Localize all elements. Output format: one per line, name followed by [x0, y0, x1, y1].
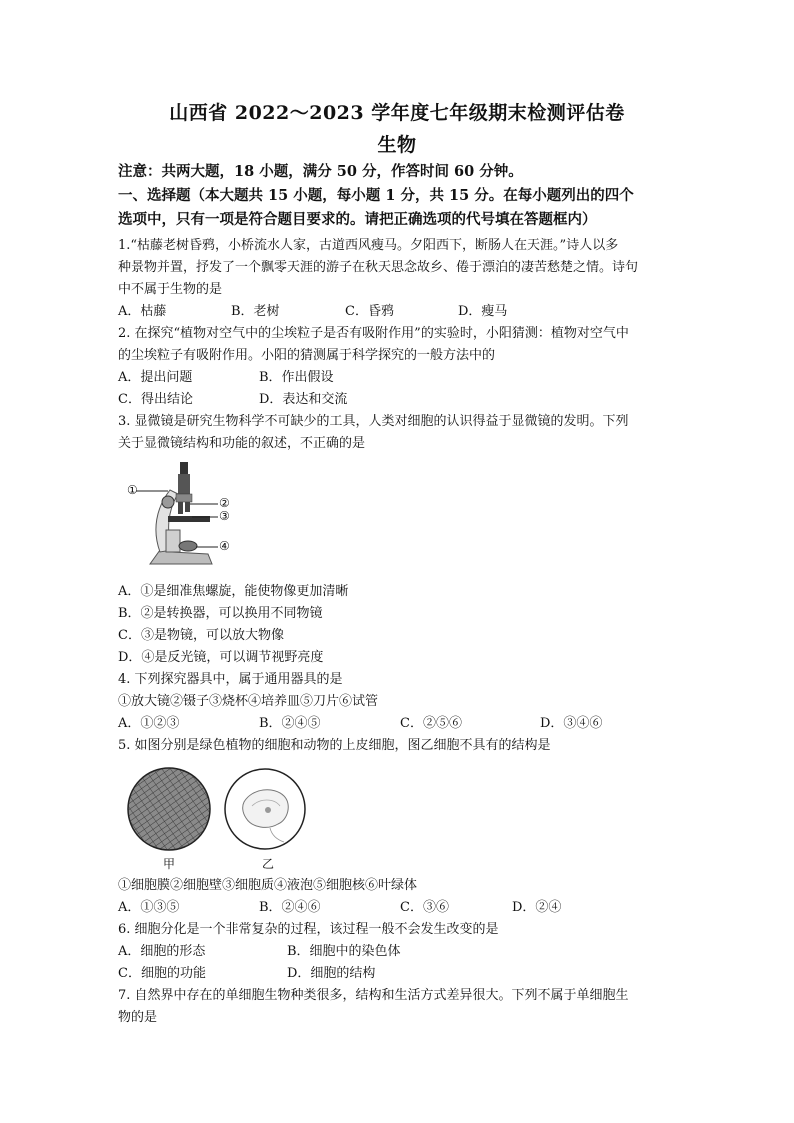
q1-stem-line2: 种景物并置，抒发了一个飘零天涯的游子在秋天思念故乡、倦于漂泊的凄苦愁楚之情。诗句: [118, 260, 639, 275]
plant-cell-image: [128, 768, 210, 850]
q7-stem-line2: 物的是: [118, 1010, 158, 1025]
notice: 注意：共两大题，18 小题，满分 50 分，作答时间 60 分钟。: [118, 163, 523, 180]
q6-option-a: A．细胞的形态: [118, 944, 206, 959]
microscope-label-4: ④: [219, 539, 230, 553]
q5-stem-line2: ①细胞膜②细胞壁③细胞质④液泡⑤细胞核⑥叶绿体: [118, 878, 418, 893]
q3-option-d: D．④是反光镜，可以调节视野亮度: [118, 650, 324, 665]
q1-option-b: B．老树: [231, 304, 280, 319]
microscope-illustration: [150, 462, 212, 564]
q5-option-c: C．③⑥: [400, 900, 449, 915]
microscope-label-3: ③: [219, 509, 230, 523]
q3-option-c: C．③是物镜，可以放大物像: [118, 628, 284, 643]
microscope-label-1: ①: [127, 483, 138, 497]
q2-option-b: B．作出假设: [259, 370, 334, 385]
section-heading-line2: 选项中，只有一项是符合题目要求的。请把正确选项的代号填在答题框内）: [118, 211, 597, 228]
q4-option-a: A．①②③: [118, 716, 180, 731]
q5-option-b: B．②④⑥: [259, 900, 321, 915]
q1-stem-line1: 1.“枯藤老树昏鸦，小桥流水人家，古道西风瘦马。夕阳西下，断肠人在天涯。”诗人以多: [118, 238, 619, 253]
q7-stem-line1: 7. 自然界中存在的单细胞生物种类很多，结构和生活方式差异很大。下列不属于单细胞生: [118, 988, 629, 1003]
q2-option-d: D．表达和交流: [259, 392, 348, 407]
q5-stem-line1: 5. 如图分别是绿色植物的细胞和动物的上皮细胞，图乙细胞不具有的结构是: [118, 738, 551, 753]
q6-option-b: B．细胞中的染色体: [287, 944, 401, 959]
q1-option-d: D．瘦马: [458, 304, 508, 319]
q5-option-d: D．②④: [512, 900, 562, 915]
q3-option-b: B．②是转换器，可以换用不同物镜: [118, 606, 323, 621]
q2-option-a: A．提出问题: [118, 370, 193, 385]
q1-stem-line3: 中不属于生物的是: [118, 282, 223, 297]
q2-option-c: C．得出结论: [118, 392, 193, 407]
q6-option-d: D．细胞的结构: [287, 966, 376, 981]
q4-option-c: C．②⑤⑥: [400, 716, 462, 731]
q2-stem-line1: 2. 在探究“植物对空气中的尘埃粒子是否有吸附作用”的实验时，小阳猜测：植物对空气中: [118, 326, 629, 341]
q3-option-a: A．①是细准焦螺旋，能使物像更加清晰: [118, 584, 349, 599]
q1-option-c: C．昏鸦: [345, 304, 394, 319]
q4-stem-line1: 4. 下列探究器具中，属于通用器具的是: [118, 672, 343, 687]
figure-label-jia: 甲: [163, 857, 176, 871]
q4-stem-line2: ①放大镜②镊子③烧杯④培养皿⑤刀片⑥试管: [118, 694, 379, 709]
microscope-label-2: ②: [219, 496, 230, 510]
q1-option-a: A．枯藤: [118, 304, 167, 319]
q3-stem-line2: 关于显微镜结构和功能的叙述，不正确的是: [118, 436, 366, 451]
epithelial-cell-image: [225, 769, 305, 849]
q5-option-a: A．①③⑤: [118, 900, 180, 915]
q3-stem-line1: 3. 显微镜是研究生物科学不可缺少的工具，人类对细胞的认识得益于显微镜的发明。下列: [118, 414, 629, 429]
cell-figures: [124, 764, 310, 872]
subject-title: 生物: [377, 134, 417, 156]
figure-label-yi: 乙: [262, 857, 275, 871]
q4-option-d: D．③④⑥: [540, 716, 603, 731]
q4-option-b: B．②④⑤: [259, 716, 321, 731]
q6-stem-line1: 6. 细胞分化是一个非常复杂的过程，该过程一般不会发生改变的是: [118, 922, 499, 937]
q2-stem-line2: 的尘埃粒子有吸附作用。小阳的猜测属于科学探究的一般方法中的: [118, 348, 496, 363]
q6-option-c: C．细胞的功能: [118, 966, 206, 981]
section-heading-line1: 一、选择题（本大题共 15 小题，每小题 1 分，共 15 分。在每小题列出的四个: [118, 187, 634, 204]
exam-title: 山西省 2022～2023 学年度七年级期末检测评估卷: [169, 102, 625, 124]
